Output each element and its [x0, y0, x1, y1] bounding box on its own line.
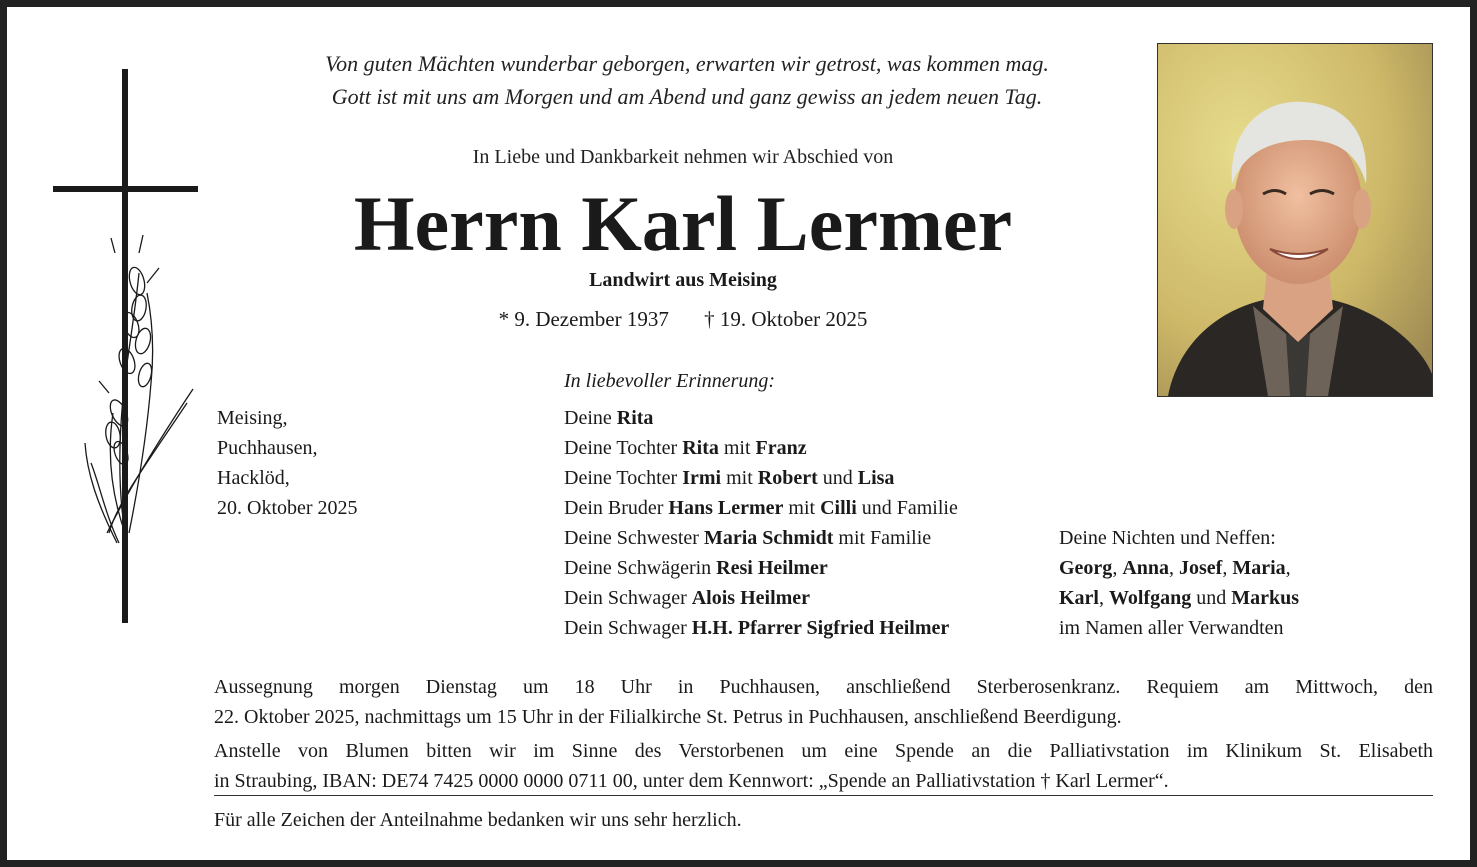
cross-with-wheat-icon — [47, 63, 207, 623]
deceased-name: Herrn Karl Lermer — [353, 180, 1013, 267]
relation-text: Deine Tochter — [564, 437, 683, 459]
verse — [187, 47, 1187, 113]
relation-text: Deine — [564, 407, 617, 429]
relation-text: mit — [718, 437, 756, 459]
relation-text: , — [1099, 587, 1109, 609]
relation-text: , — [1222, 557, 1233, 579]
person-name: Lisa — [857, 467, 895, 489]
verse-line-1: Von guten Mächten wunderbar geborgen, erwarten wir getrost, was kommen mag. — [325, 51, 1049, 76]
family-member-line — [564, 493, 958, 523]
donation-info — [214, 736, 1433, 796]
relation-text: , — [1169, 557, 1180, 579]
relation-text: und — [817, 467, 858, 489]
relation-text: Dein Schwager — [564, 587, 692, 609]
death-date: † 19. Oktober 2025 — [704, 307, 868, 331]
funeral-line-1: Aussegnung morgen Dienstag um 18 Uhr in Puchhausen, anschließend Sterberosenkranz. Requiem am Mittwoch, den — [214, 676, 1433, 698]
person-name: Alois Heilmer — [691, 587, 811, 609]
family-member-line — [564, 583, 958, 613]
nephews-line — [1059, 583, 1299, 613]
relation-text: Deine Schwester — [564, 527, 704, 549]
family-member-line — [564, 523, 958, 553]
family-member-line — [564, 553, 958, 583]
relation-text: Dein Bruder — [564, 497, 669, 519]
nephews-line — [1059, 523, 1299, 553]
person-name: Robert — [757, 467, 818, 489]
person-name: Franz — [755, 437, 807, 459]
person-name: H.H. Pfarrer Sigfried Heilmer — [691, 617, 950, 639]
person-name: Karl — [1059, 587, 1099, 609]
thanks-text: Für alle Zeichen der Anteilnahme bedanken wir uns sehr herzlich. — [214, 809, 742, 831]
places-list — [217, 403, 358, 523]
relation-text: , — [1112, 557, 1123, 579]
family-member-line — [564, 463, 958, 493]
nephews-line — [1059, 613, 1299, 643]
relation-text: und Familie — [856, 497, 958, 519]
person-name: Hans Lermer — [668, 497, 784, 519]
place-line: Hacklöd, — [217, 467, 290, 489]
birth-date: * 9. Dezember 1937 — [498, 307, 669, 331]
person-name: Maria — [1232, 557, 1286, 579]
person-name: Cilli — [820, 497, 857, 519]
nephews-line — [1059, 553, 1299, 583]
deceased-occupation: Landwirt aus Meising — [589, 269, 777, 291]
relation-text: mit — [783, 497, 821, 519]
person-name: Georg — [1059, 557, 1113, 579]
person-name: Rita — [682, 437, 719, 459]
relation-text: Deine Tochter — [564, 467, 683, 489]
nephews-list — [1059, 523, 1299, 643]
relation-text: mit Familie — [833, 527, 932, 549]
family-member-line — [564, 403, 958, 433]
relation-text: und — [1191, 587, 1232, 609]
person-name: Irmi — [682, 467, 722, 489]
person-name: Markus — [1231, 587, 1300, 609]
family-list — [564, 403, 958, 643]
donation-line-1: Anstelle von Blumen bitten wir im Sinne des Verstorbenen um eine Spende an die Palliativstation im Klinikum St. Elisabeth — [214, 740, 1433, 762]
relation-text: , — [1285, 557, 1291, 579]
place-line: Meising, — [217, 407, 288, 429]
donation-line-2: in Straubing, IBAN: DE74 7425 0000 0000 0711 00, unter dem Kennwort: „Spende an Palliativstation † Karl Lermer“. — [214, 770, 1169, 792]
funeral-info — [214, 672, 1433, 732]
place-line: Puchhausen, — [217, 437, 318, 459]
divider — [214, 795, 1433, 796]
life-dates — [383, 307, 983, 332]
person-name: Anna — [1122, 557, 1170, 579]
person-name: Resi Heilmer — [716, 557, 828, 579]
place-date-line: 20. Oktober 2025 — [217, 497, 358, 519]
portrait-photo — [1157, 43, 1433, 397]
family-member-line — [564, 433, 958, 463]
person-name: Wolfgang — [1109, 587, 1192, 609]
family-member-line — [564, 613, 958, 643]
relation-text: Dein Schwager — [564, 617, 692, 639]
person-name: Josef — [1179, 557, 1223, 579]
verse-line-2: Gott ist mit uns am Morgen und am Abend und ganz gewiss an jedem neuen Tag. — [331, 84, 1043, 109]
relation-text: Deine Schwägerin — [564, 557, 717, 579]
relation-text: mit — [721, 467, 758, 489]
relation-text: im Namen aller Verwandten — [1059, 617, 1284, 639]
relation-text: Deine Nichten und Neffen: — [1059, 527, 1276, 549]
intro-text: In Liebe und Dankbarkeit nehmen wir Abschied von — [472, 146, 894, 168]
memory-heading: In liebevoller Erinnerung: — [564, 370, 776, 392]
person-name: Maria Schmidt — [703, 527, 834, 549]
funeral-line-2: 22. Oktober 2025, nachmittags um 15 Uhr in der Filialkirche St. Petrus in Puchhausen, anschließend Beerdigung. — [214, 706, 1122, 728]
person-name: Rita — [616, 407, 654, 429]
